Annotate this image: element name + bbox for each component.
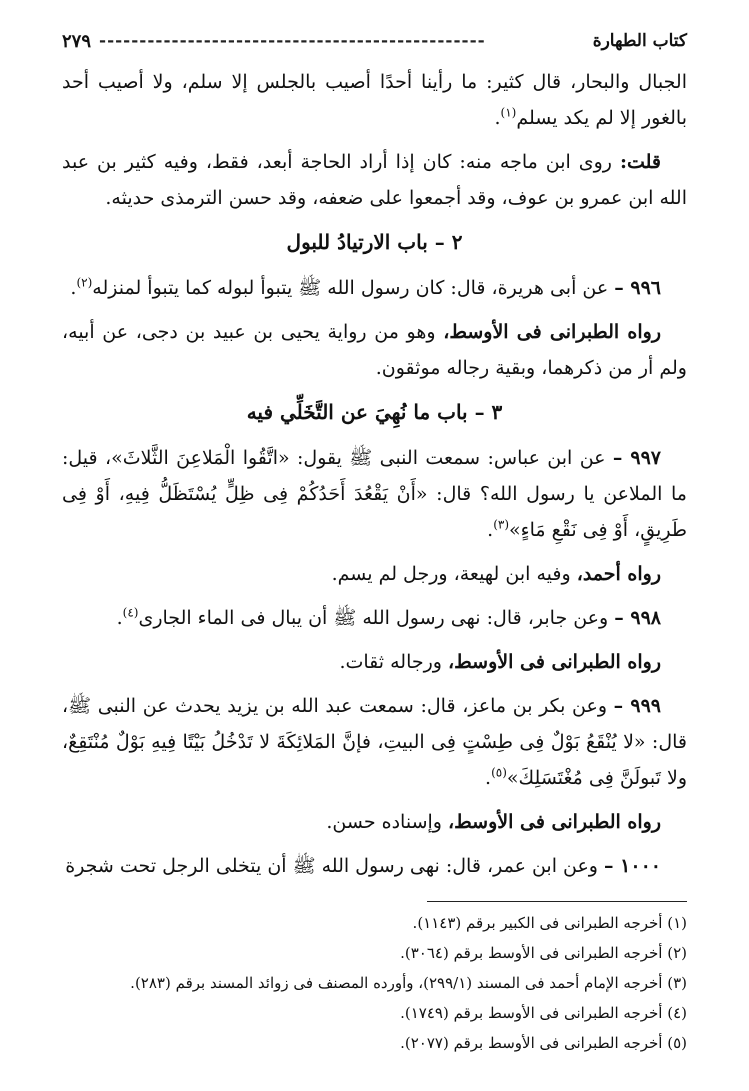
header-dash-rule: ------------------------------------------------ <box>99 31 486 51</box>
page-number: ٢٧٩ <box>62 30 92 52</box>
hadith-number: ٩٩٦ – <box>614 277 661 299</box>
footnote-ref: (٢) <box>76 275 93 290</box>
main-text <box>62 64 687 892</box>
narration-note-998 <box>62 644 687 680</box>
hadith-number: ٩٩٧ – <box>612 447 661 469</box>
narration-source: رواه أحمد، <box>576 563 661 585</box>
hadith-996: ٩٩٦ – عن أبى هريرة، قال: كان رسول الله ﷺ يتبوأ لبوله كما يتبوأ لمنزله$^{(٢)}$. <box>70 275 661 299</box>
footnote-ref: (١) <box>500 105 517 120</box>
hadith-number: ٩٩٨ – <box>614 607 661 629</box>
hadith-text: وعن بكر بن ماعز، قال: سمعت عبد الله بن يزيد يحدث عن النبى ﷺ، قال: «لا يُنْقَعُ بَوْلٌ فِى طِسْتٍ فِى البيتِ، فإنَّ المَلائِكَةَ لا تَدْخُلُ بَيْتًا فِيهِ بَوْلٌ مُنْتَقِعٌ، ولا تَبولَنَّ فِى مُغْتَسَلِكَ» <box>62 695 687 789</box>
hadith-text: وعن جابر، قال: نهى رسول الله ﷺ أن يبال فى الماء الجارى <box>138 607 609 629</box>
chapter-heading: ٣ – باب ما نُهِيَ عن التَّخَلِّي فيه <box>246 400 503 424</box>
footnote-divider <box>427 901 687 902</box>
hadith-997: ٩٩٧ – عن ابن عباس: سمعت النبى ﷺ يقول: «اتَّقُوا الْمَلاعِنَ الثَّلاثَ»، قيل: ما الملاعن يا رسول الله؟ قال: «أَنْ يَقْعُدَ أَحَدُكُمْ فِى ظِلٍّ يُسْتَظَلُّ فِيهِ، أَوْ فِى طَرِيقٍ، أَوْ فِى نَقْعِ مَاءٍ»$^{(٣)}$. <box>62 447 687 541</box>
hadith-text: عن ابن عباس: سمعت النبى ﷺ يقول: «اتَّقُوا الْمَلاعِنَ الثَّلاثَ»، قيل: ما الملاعن يا رسول الله؟ قال: «أَنْ يَقْعُدَ أَحَدُكُمْ فِى ظِلٍّ يُسْتَظَلُّ فِيهِ، أَوْ فِى طَرِيقٍ، أَوْ فِى نَقْعِ مَاءٍ» <box>62 447 687 541</box>
paragraph-qultu <box>62 144 687 216</box>
footnote-ref: (٣) <box>493 517 510 532</box>
footnote-item: (٥) أخرجه الطبرانى فى الأوسط برقم (٢٠٧٧). <box>400 1034 687 1052</box>
paragraph-text: الجبال والبحار، قال كثير: ما رأينا أحدًا أصيب بالجلس إلا سلم، ولا أصيب أحد بالغور إلا لم يكد يسلم <box>62 71 687 129</box>
hadith-1000 <box>62 848 687 884</box>
hadith-999: ٩٩٩ – وعن بكر بن ماعز، قال: سمعت عبد الله بن يزيد يحدث عن النبى ﷺ، قال: «لا يُنْقَعُ بَوْلٌ فِى طِسْتٍ فِى البيتِ، فإنَّ المَلائِكَةَ لا تَدْخُلُ بَيْتًا فِيهِ بَوْلٌ مُنْتَقِعٌ، ولا تَبولَنَّ فِى مُغْتَسَلِكَ»$^{(٥)}$. <box>62 695 687 789</box>
paragraph-continuation: الجبال والبحار، قال كثير: ما رأينا أحدًا أصيب بالجلس إلا سلم، ولا أصيب أحد بالغور إلا لم يكد يسلم$^{(١)}$. <box>62 71 687 129</box>
narration-text: وهو من رواية يحيى بن عبيد بن دجى، عن أبيه، ولم أر من ذكرهما، وبقية رجاله موثقون. <box>62 321 687 379</box>
paragraph-lead: قلت: <box>619 151 662 173</box>
footnote-ref: (٤) <box>122 605 139 620</box>
hadith-text: عن أبى هريرة، قال: كان رسول الله ﷺ يتبوأ لبوله كما يتبوأ لمنزله <box>92 277 609 299</box>
running-header <box>62 24 687 58</box>
hadith-text: وعن ابن عمر، قال: نهى رسول الله ﷺ أن يتخلى الرجل تحت شجرة <box>65 855 598 877</box>
narration-source: رواه الطبرانى فى الأوسط، <box>448 811 661 833</box>
paragraph-text: روى ابن ماجه منه: كان إذا أراد الحاجة أبعد، فقط، وفيه كثير بن عبد الله ابن عمرو بن عوف، وقد أجمعوا على ضعفه، وقد حسن الترمذى حديثه. <box>62 151 687 209</box>
chapter-heading: ٢ – باب الارتيادُ للبول <box>286 230 463 254</box>
footnote-item: (٣) أخرجه الإمام أحمد فى المسند (٢٩٩/١)، وأورده المصنف فى زوائد المسند برقم (٢٨٣). <box>130 974 687 992</box>
narration-text: ورجاله ثقات. <box>339 651 442 673</box>
narration-text: وفيه ابن لهيعة، ورجل لم يسم. <box>331 563 571 585</box>
footnote-item: (٢) أخرجه الطبرانى فى الأوسط برقم (٣٠٦٤). <box>400 944 687 962</box>
hadith-998: ٩٩٨ – وعن جابر، قال: نهى رسول الله ﷺ أن يبال فى الماء الجارى$^{(٤)}$. <box>116 605 661 629</box>
footnotes <box>62 908 687 1058</box>
footnote-item: (٤) أخرجه الطبرانى فى الأوسط برقم (١٧٤٩). <box>400 1004 687 1022</box>
footnote-item: (١) أخرجه الطبرانى فى الكبير برقم (١١٤٣). <box>412 914 687 932</box>
narration-note-996 <box>62 314 687 386</box>
narration-source: رواه الطبرانى فى الأوسط، <box>448 651 661 673</box>
hadith-number: ١٠٠٠ – <box>604 855 661 877</box>
narration-source: رواه الطبرانى فى الأوسط، <box>443 321 662 343</box>
book-title: كتاب الطهارة <box>592 31 687 51</box>
hadith-number: ٩٩٩ – <box>613 695 661 717</box>
narration-note-999 <box>62 804 687 840</box>
narration-note-997 <box>62 556 687 592</box>
footnote-ref: (٥) <box>491 765 507 780</box>
narration-text: وإسناده حسن. <box>326 811 442 833</box>
